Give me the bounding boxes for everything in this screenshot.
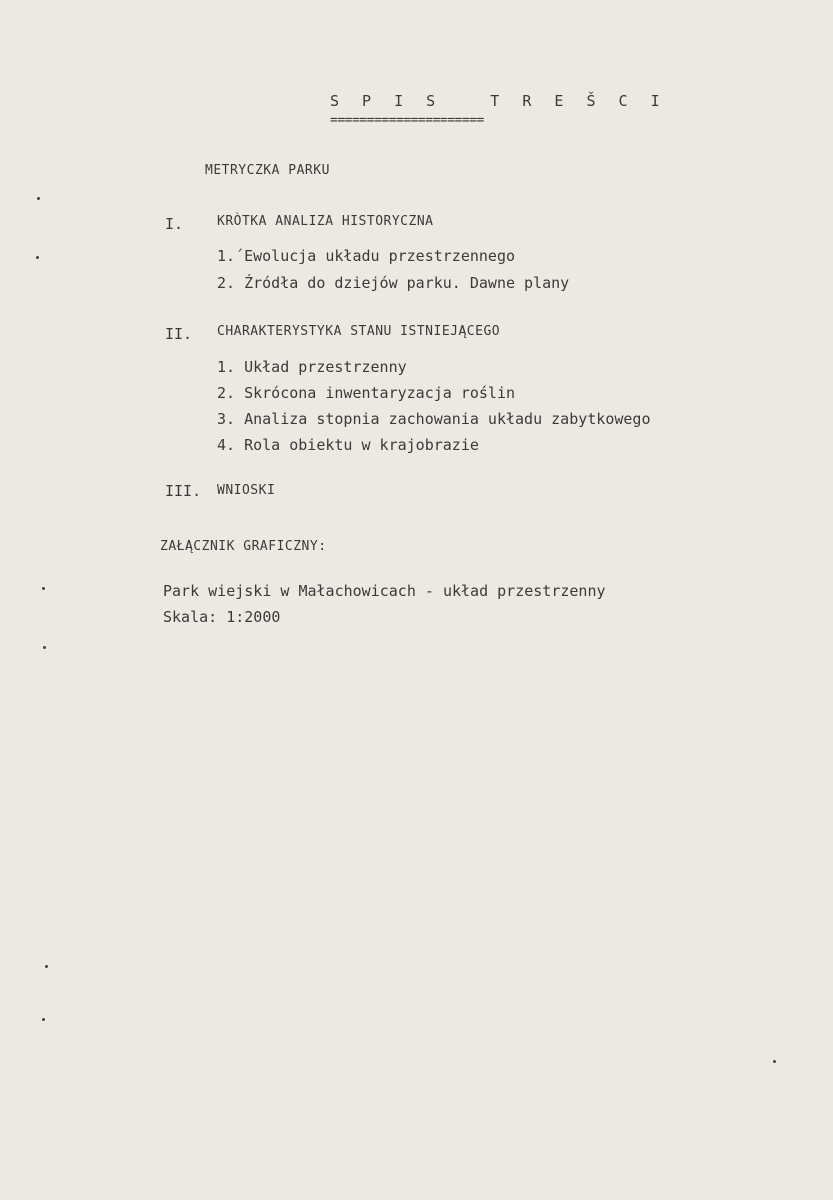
section-1-numeral: I. <box>165 215 184 233</box>
attachment-label: ZAŁĄCZNIK GRAFICZNY: <box>160 539 327 554</box>
section-2-item: 3. Analiza stopnia zachowania układu zabytkowego <box>217 410 651 428</box>
section-1-item: 2. Źródła do dziejów parku. Dawne plany <box>217 274 570 292</box>
margin-speck <box>43 646 46 649</box>
metryczka-heading: METRYCZKA PARKU <box>205 163 330 178</box>
margin-speck <box>42 1018 45 1021</box>
page-title: S P I S T R E Š C I <box>330 92 667 110</box>
section-2-item: 1. Układ przestrzenny <box>217 358 407 376</box>
margin-speck <box>37 197 40 200</box>
margin-speck <box>36 256 39 259</box>
title-underline: ===================== <box>330 113 484 128</box>
section-2-item: 4. Rola obiektu w krajobrazie <box>217 436 479 454</box>
margin-speck <box>45 965 48 968</box>
margin-speck <box>42 587 45 590</box>
section-2-item: 2. Skrócona inwentaryzacja roślin <box>217 384 516 402</box>
attachment-line: Skala: 1:2000 <box>163 608 281 626</box>
margin-speck <box>773 1060 776 1063</box>
section-2-numeral: II. <box>165 325 193 343</box>
section-3-heading: WNIOSKI <box>217 483 276 498</box>
section-2-heading: CHARAKTERYSTYKA STANU ISTNIEJĄCEGO <box>217 324 501 339</box>
section-3-numeral: III. <box>165 482 202 500</box>
attachment-line: Park wiejski w Małachowicach - układ przestrzenny <box>163 582 606 600</box>
section-1-item: 1.´Ewolucja układu przestrzennego <box>217 247 516 265</box>
section-1-heading: KRÒTKA ANALIZA HISTORYCZNA <box>217 214 434 229</box>
